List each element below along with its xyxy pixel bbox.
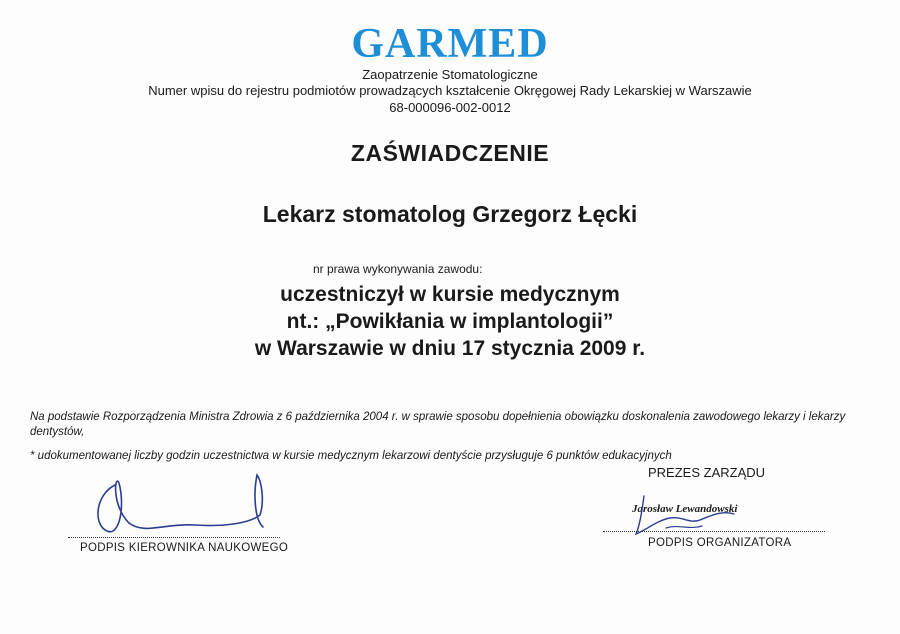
license-label: nr prawa wykonywania zawodu: (313, 262, 483, 276)
organizer-name-stamp: Jarosław Lewandowski (632, 503, 738, 515)
president-title: PREZES ZARZĄDU (648, 465, 766, 480)
statement-line-1: uczestniczył w kursie medycznym (280, 283, 620, 306)
right-signature-caption: PODPIS ORGANIZATORA (648, 537, 792, 549)
registry-text: Numer wpisu do rejestru podmiotów prowadzących kształcenie Okręgowej Rady Lekarskiej w Warszawie (148, 83, 752, 98)
company-subtitle: Zaopatrzenie Stomatologiczne (362, 67, 538, 82)
right-signature-icon (630, 490, 740, 540)
right-signature-line (603, 531, 825, 532)
left-signature-icon (85, 465, 305, 545)
garmed-logo: GARMED (351, 21, 549, 67)
certificate-title: ZAŚWIADCZENIE (350, 140, 550, 166)
left-signature-caption: PODPIS KIEROWNIKA NAUKOWEGO (80, 542, 289, 554)
left-signature-line (68, 537, 280, 538)
recipient-name: Lekarz stomatolog Grzegorz Łęcki (262, 201, 638, 227)
legal-paragraph: Na podstawie Rozporządzenia Ministra Zdrowia z 6 października 2004 r. w sprawie sposobu dopełnienia obowiązku doskonalenia zawodowego lekarzy i lekarzy dentystów, (30, 411, 846, 438)
statement-line-3: w Warszawie w dniu 17 stycznia 2009 r. (254, 337, 646, 360)
legal-note: * udokumentowanej liczby godzin uczestnictwa w kursie medycznym lekarzowi dentyście przysługuje 6 punktów edukacyjnych (30, 450, 672, 462)
statement-line-2: nt.: „Powikłania w implantologii” (286, 310, 614, 333)
registry-number: 68-000096-002-0012 (389, 100, 511, 115)
